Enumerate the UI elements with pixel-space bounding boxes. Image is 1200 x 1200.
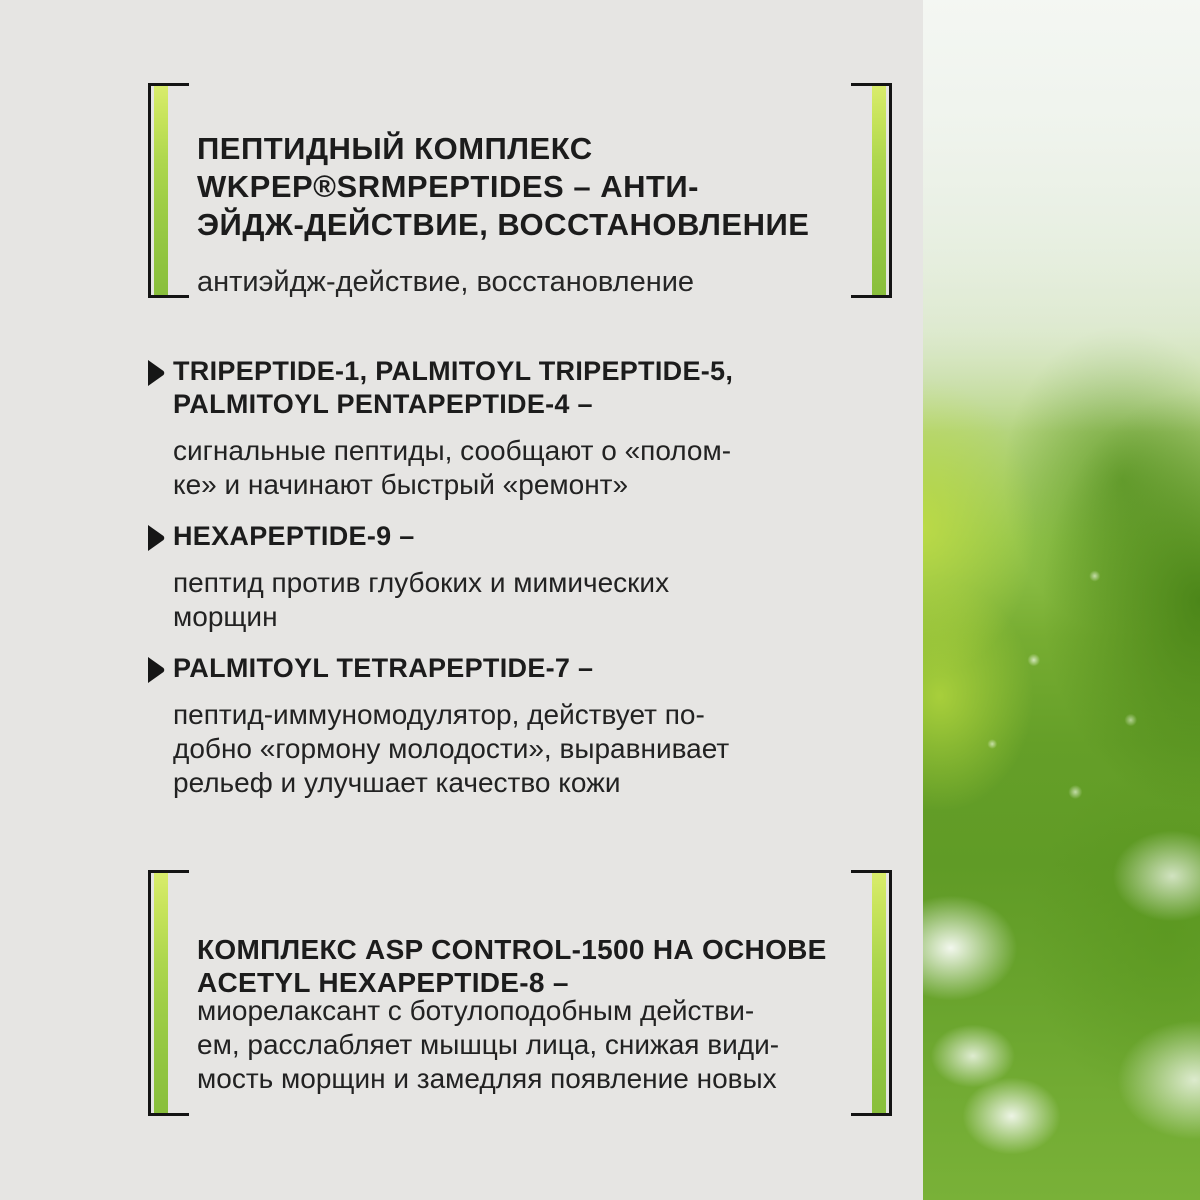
green-accent-strip — [872, 873, 886, 1113]
bullet-body-line: добно «гормону молодости», выравнивает — [173, 733, 730, 764]
bullet-heading — [173, 652, 729, 685]
bracket-stub — [151, 295, 189, 298]
bullet-body — [173, 566, 669, 634]
bullet-body-line: пептид против глубоких и мимических — [173, 567, 670, 598]
bullet-heading — [173, 355, 733, 421]
bullet-body-line: морщин — [173, 601, 278, 632]
bullet-content — [173, 652, 729, 800]
list-item — [148, 520, 868, 634]
footer-title-line: КОМПЛЕКС ASP CONTROL-1500 НА ОСНОВЕ — [197, 934, 827, 966]
footer-body-line: мость морщин и замедляя появление новых — [197, 1063, 777, 1094]
header-block — [148, 83, 892, 298]
bullet-body-line: ке» и начинают быстрый «ремонт» — [173, 469, 629, 500]
bullet-triangle-icon — [148, 657, 165, 683]
bracket-stub — [851, 1113, 889, 1116]
bullet-heading-line: HEXAPEPTIDE-9 – — [173, 521, 415, 551]
footer-block — [148, 870, 892, 1116]
footer-body — [197, 994, 779, 1096]
left-bracket-icon — [148, 83, 189, 298]
left-bracket-icon — [148, 870, 189, 1116]
bullet-list — [148, 355, 868, 818]
bullet-heading-line: TRIPEPTIDE-1, PALMITOYL TRIPEPTIDE-5, — [173, 356, 734, 386]
green-accent-strip — [872, 86, 886, 295]
bracket-stub — [151, 1113, 189, 1116]
footer-body-line: миорелаксант с ботулоподобным действи- — [197, 995, 755, 1026]
right-bracket-icon — [851, 83, 892, 298]
bullet-triangle-icon — [148, 525, 165, 551]
bullet-content — [173, 520, 669, 634]
bullet-body — [173, 698, 729, 800]
bullet-content — [173, 355, 733, 502]
page-title-line: ПЕПТИДНЫЙ КОМПЛЕКС — [197, 130, 593, 166]
bracket-stub — [851, 295, 889, 298]
bullet-heading-line: PALMITOYL PENTAPEPTIDE-4 – — [173, 389, 593, 419]
green-accent-strip — [154, 86, 168, 295]
page-title-line: ЭЙДЖ-ДЕЙСТВИЕ, ВОССТАНОВЛЕНИЕ — [197, 206, 810, 242]
bullet-body-line: пептид-иммуномодулятор, действует по- — [173, 699, 705, 730]
green-accent-strip — [154, 873, 168, 1113]
bullet-heading — [173, 520, 669, 553]
page-title — [197, 130, 809, 244]
right-bracket-icon — [851, 870, 892, 1116]
list-item — [148, 652, 868, 800]
bullet-body-line: сигнальные пептиды, сообщают о «полом- — [173, 435, 732, 466]
bullet-body — [173, 434, 733, 502]
bullet-triangle-icon — [148, 360, 165, 386]
list-item — [148, 355, 868, 502]
page-subtitle: антиэйдж-действие, восстановление — [197, 266, 695, 298]
algae-water-photo — [923, 0, 1200, 1200]
bullet-heading-line: PALMITOYL TETRAPEPTIDE-7 – — [173, 653, 594, 683]
footer-title — [197, 933, 827, 999]
page-title-line: WKPEP®SRMPEPTIDES – АНТИ- — [197, 168, 700, 204]
bullet-body-line: рельеф и улучшает качество кожи — [173, 767, 621, 798]
footer-body-line: ем, расслабляет мышцы лица, снижая види- — [197, 1029, 780, 1060]
footer-title-line: ACETYL HEXAPEPTIDE-8 – — [197, 967, 569, 999]
